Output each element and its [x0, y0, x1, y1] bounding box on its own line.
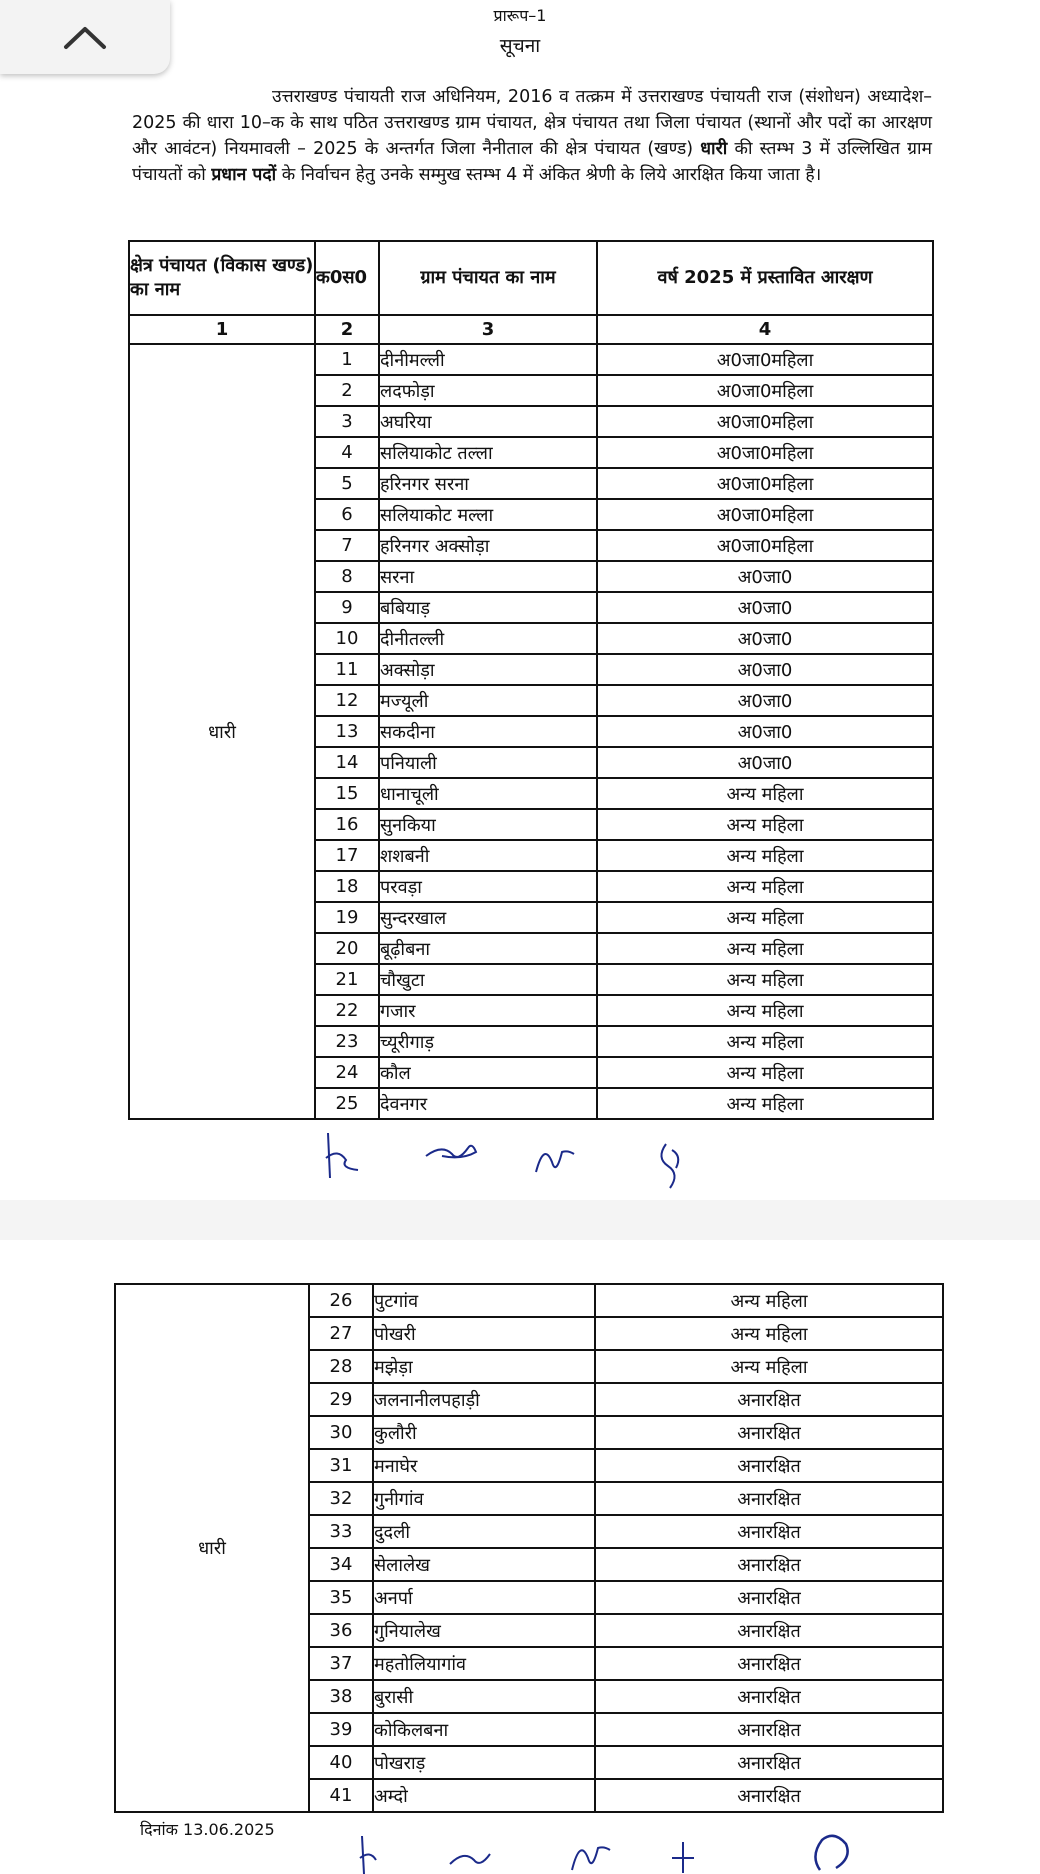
village-name-cell: गजार: [379, 995, 597, 1026]
village-name-cell: अघरिया: [379, 406, 597, 437]
serial-no-cell: 11: [315, 654, 379, 685]
serial-no-cell: 38: [309, 1680, 373, 1713]
serial-no-cell: 24: [315, 1057, 379, 1088]
village-name-cell: गुनीगांव: [373, 1482, 595, 1515]
header-block-name: क्षेत्र पंचायत (विकास खण्ड) का नाम: [129, 241, 315, 315]
reservation-cell: अनारक्षित: [595, 1746, 943, 1779]
serial-no-cell: 23: [315, 1026, 379, 1057]
village-name-cell: च्यूरीगाड़: [379, 1026, 597, 1057]
serial-no-cell: 10: [315, 623, 379, 654]
serial-no-cell: 3: [315, 406, 379, 437]
serial-no-cell: 26: [309, 1284, 373, 1317]
village-name-cell: मझेड़ा: [373, 1350, 595, 1383]
signature-icon: [318, 1128, 368, 1188]
reservation-cell: अ0जा0: [597, 716, 933, 747]
village-name-cell: कोकिलबना: [373, 1713, 595, 1746]
signature-icon: [652, 1138, 692, 1194]
reservation-table-page1: [128, 240, 934, 1120]
serial-no-cell: 37: [309, 1647, 373, 1680]
village-name-cell: दीनीतल्ली: [379, 623, 597, 654]
reservation-cell: अ0जा0महिला: [597, 344, 933, 375]
reservation-cell: अनारक्षित: [595, 1515, 943, 1548]
reservation-cell: अ0जा0: [597, 623, 933, 654]
reservation-cell: अ0जा0महिला: [597, 468, 933, 499]
village-name-cell: चौखुटा: [379, 964, 597, 995]
signature-icon: [422, 1134, 482, 1174]
village-name-cell: सलियाकोट मल्ला: [379, 499, 597, 530]
reservation-cell: अ0जा0महिला: [597, 437, 933, 468]
header-village-name: ग्राम पंचायत का नाम: [379, 241, 597, 315]
village-name-cell: अम्दो: [373, 1779, 595, 1812]
serial-no-cell: 40: [309, 1746, 373, 1779]
village-name-cell: शशबनी: [379, 840, 597, 871]
village-name-cell: बुरासी: [373, 1680, 595, 1713]
village-name-cell: बबियाड़: [379, 592, 597, 623]
reservation-cell: अ0जा0: [597, 561, 933, 592]
reservation-cell: अनारक्षित: [595, 1779, 943, 1812]
form-label: प्रारूप–1: [493, 6, 547, 25]
serial-no-cell: 16: [315, 809, 379, 840]
reservation-cell: अन्य महिला: [595, 1317, 943, 1350]
reservation-cell: अन्य महिला: [597, 809, 933, 840]
table-row: [115, 1284, 943, 1317]
serial-no-cell: 30: [309, 1416, 373, 1449]
reservation-cell: अन्य महिला: [597, 902, 933, 933]
village-name-cell: दुदली: [373, 1515, 595, 1548]
village-name-cell: बूढ़ीबना: [379, 933, 597, 964]
reservation-cell: अनारक्षित: [595, 1680, 943, 1713]
reservation-cell: अनारक्षित: [595, 1581, 943, 1614]
village-name-cell: अनर्पा: [373, 1581, 595, 1614]
village-name-cell: पोखरी: [373, 1317, 595, 1350]
serial-no-cell: 9: [315, 592, 379, 623]
serial-no-cell: 21: [315, 964, 379, 995]
reservation-cell: अनारक्षित: [595, 1383, 943, 1416]
serial-no-cell: 18: [315, 871, 379, 902]
reservation-cell: अनारक्षित: [595, 1482, 943, 1515]
reservation-cell: अ0जा0: [597, 654, 933, 685]
village-name-cell: धानाचूली: [379, 778, 597, 809]
village-name-cell: कौल: [379, 1057, 597, 1088]
scroll-to-top-button[interactable]: [0, 0, 170, 74]
reservation-cell: अनारक्षित: [595, 1647, 943, 1680]
serial-no-cell: 35: [309, 1581, 373, 1614]
village-name-cell: हरिनगर अक्सोड़ा: [379, 530, 597, 561]
signature-icon: [446, 1844, 496, 1874]
column-number: 4: [597, 315, 933, 344]
serial-no-cell: 5: [315, 468, 379, 499]
serial-no-cell: 34: [309, 1548, 373, 1581]
reservation-cell: अनारक्षित: [595, 1614, 943, 1647]
serial-no-cell: 1: [315, 344, 379, 375]
reservation-cell: अ0जा0: [597, 747, 933, 778]
reservation-cell: अ0जा0महिला: [597, 530, 933, 561]
notice-text-1: उत्तराखण्ड पंचायती राज अधिनियम, 2016 व तत्क्रम में उत्तराखण्ड पंचायती राज (संशोधन) अध्यादेश–2025 की धारा 10–क के साथ पठित उत्तराखण्ड ग्राम पंचायत, क्षेत्र पंचायत तथा जिला पंचायत (स्थानों और पदों का आरक्षण और आवंटन) नियमावली – 2025 के अन्तर्गत जिला नैनीताल की क्षेत्र पंचायत (खण्ड): [132, 87, 932, 159]
serial-no-cell: 6: [315, 499, 379, 530]
signature-icon: [566, 1830, 616, 1873]
notice-text-2: की स्तम्भ 3 में उल्लिखित ग्राम पंचायतों को: [132, 139, 933, 185]
serial-no-cell: 29: [309, 1383, 373, 1416]
serial-no-cell: 22: [315, 995, 379, 1026]
village-name-cell: दीनीमल्ली: [379, 344, 597, 375]
column-number: 3: [379, 315, 597, 344]
reservation-cell: अन्य महिला: [597, 1088, 933, 1119]
reservation-cell: अ0जा0: [597, 685, 933, 716]
serial-no-cell: 32: [309, 1482, 373, 1515]
reservation-cell: अ0जा0: [597, 592, 933, 623]
header-reservation: वर्ष 2025 में प्रस्तावित आरक्षण: [597, 241, 933, 315]
chevron-up-icon: [62, 23, 108, 51]
header-serial-no: क0स0: [315, 241, 379, 315]
signature-icon: [354, 1834, 384, 1874]
village-name-cell: मनाघेर: [373, 1449, 595, 1482]
reservation-cell: अन्य महिला: [597, 778, 933, 809]
serial-no-cell: 7: [315, 530, 379, 561]
reservation-cell: अन्य महिला: [597, 964, 933, 995]
signatures-page2: [0, 1830, 1040, 1873]
reservation-cell: अन्य महिला: [597, 995, 933, 1026]
signature-icon: [806, 1830, 856, 1873]
serial-no-cell: 8: [315, 561, 379, 592]
village-name-cell: सुन्दरखाल: [379, 902, 597, 933]
reservation-cell: अनारक्षित: [595, 1416, 943, 1449]
village-name-cell: अक्सोड़ा: [379, 654, 597, 685]
village-name-cell: जलनानीलपहाड़ी: [373, 1383, 595, 1416]
reservation-cell: अन्य महिला: [595, 1284, 943, 1317]
village-name-cell: सकदीना: [379, 716, 597, 747]
village-name-cell: हरिनगर सरना: [379, 468, 597, 499]
serial-no-cell: 12: [315, 685, 379, 716]
page-gap: [0, 1200, 1040, 1240]
notice-title: सूचना: [499, 35, 541, 57]
serial-no-cell: 4: [315, 437, 379, 468]
serial-no-cell: 2: [315, 375, 379, 406]
block-name-cell: धारी: [129, 344, 315, 1119]
date-text: दिनांक 13.06.2025: [140, 1820, 275, 1839]
reservation-cell: अन्य महिला: [597, 933, 933, 964]
serial-no-cell: 25: [315, 1088, 379, 1119]
reservation-cell: अनारक्षित: [595, 1548, 943, 1581]
notice-text-3: के निर्वाचन हेतु उनके सम्मुख स्तम्भ 4 में अंकित श्रेणी के लिये आरक्षित किया जाता है।: [276, 165, 822, 185]
village-name-cell: सरना: [379, 561, 597, 592]
village-name-cell: गुनियालेख: [373, 1614, 595, 1647]
table-row: [129, 344, 933, 375]
reservation-cell: अन्य महिला: [595, 1350, 943, 1383]
village-name-cell: पुटगांव: [373, 1284, 595, 1317]
village-name-cell: पनियाली: [379, 747, 597, 778]
notice-block-name: धारी: [700, 139, 728, 159]
village-name-cell: लदफोड़ा: [379, 375, 597, 406]
village-name-cell: सलियाकोट तल्ला: [379, 437, 597, 468]
reservation-table-page2: [114, 1283, 944, 1813]
reservation-cell: अ0जा0महिला: [597, 499, 933, 530]
village-name-cell: देवनगर: [379, 1088, 597, 1119]
block-name-cell: धारी: [115, 1284, 309, 1812]
serial-no-cell: 27: [309, 1317, 373, 1350]
serial-no-cell: 19: [315, 902, 379, 933]
village-name-cell: मज्यूली: [379, 685, 597, 716]
village-name-cell: महतोलियागांव: [373, 1647, 595, 1680]
reservation-cell: अन्य महिला: [597, 1057, 933, 1088]
village-name-cell: सुनकिया: [379, 809, 597, 840]
serial-no-cell: 31: [309, 1449, 373, 1482]
reservation-cell: अनारक्षित: [595, 1449, 943, 1482]
column-number: 2: [315, 315, 379, 344]
village-name-cell: कुलौरी: [373, 1416, 595, 1449]
serial-no-cell: 28: [309, 1350, 373, 1383]
notice-paragraph: [132, 84, 932, 188]
signature-icon: [530, 1132, 580, 1182]
reservation-cell: अ0जा0महिला: [597, 375, 933, 406]
serial-no-cell: 13: [315, 716, 379, 747]
serial-no-cell: 39: [309, 1713, 373, 1746]
notice-post-name: प्रधान पदों: [211, 165, 277, 185]
village-name-cell: परवड़ा: [379, 871, 597, 902]
village-name-cell: सेलालेख: [373, 1548, 595, 1581]
reservation-cell: अन्य महिला: [597, 871, 933, 902]
serial-no-cell: 41: [309, 1779, 373, 1812]
serial-no-cell: 17: [315, 840, 379, 871]
serial-no-cell: 36: [309, 1614, 373, 1647]
reservation-cell: अ0जा0महिला: [597, 406, 933, 437]
signature-icon: [668, 1840, 698, 1873]
reservation-cell: अन्य महिला: [597, 1026, 933, 1057]
reservation-cell: अन्य महिला: [597, 840, 933, 871]
reservation-cell: अनारक्षित: [595, 1713, 943, 1746]
column-number: 1: [129, 315, 315, 344]
village-name-cell: पोखराड़: [373, 1746, 595, 1779]
serial-no-cell: 20: [315, 933, 379, 964]
signatures-page1: [0, 1120, 1040, 1200]
serial-no-cell: 15: [315, 778, 379, 809]
serial-no-cell: 14: [315, 747, 379, 778]
serial-no-cell: 33: [309, 1515, 373, 1548]
